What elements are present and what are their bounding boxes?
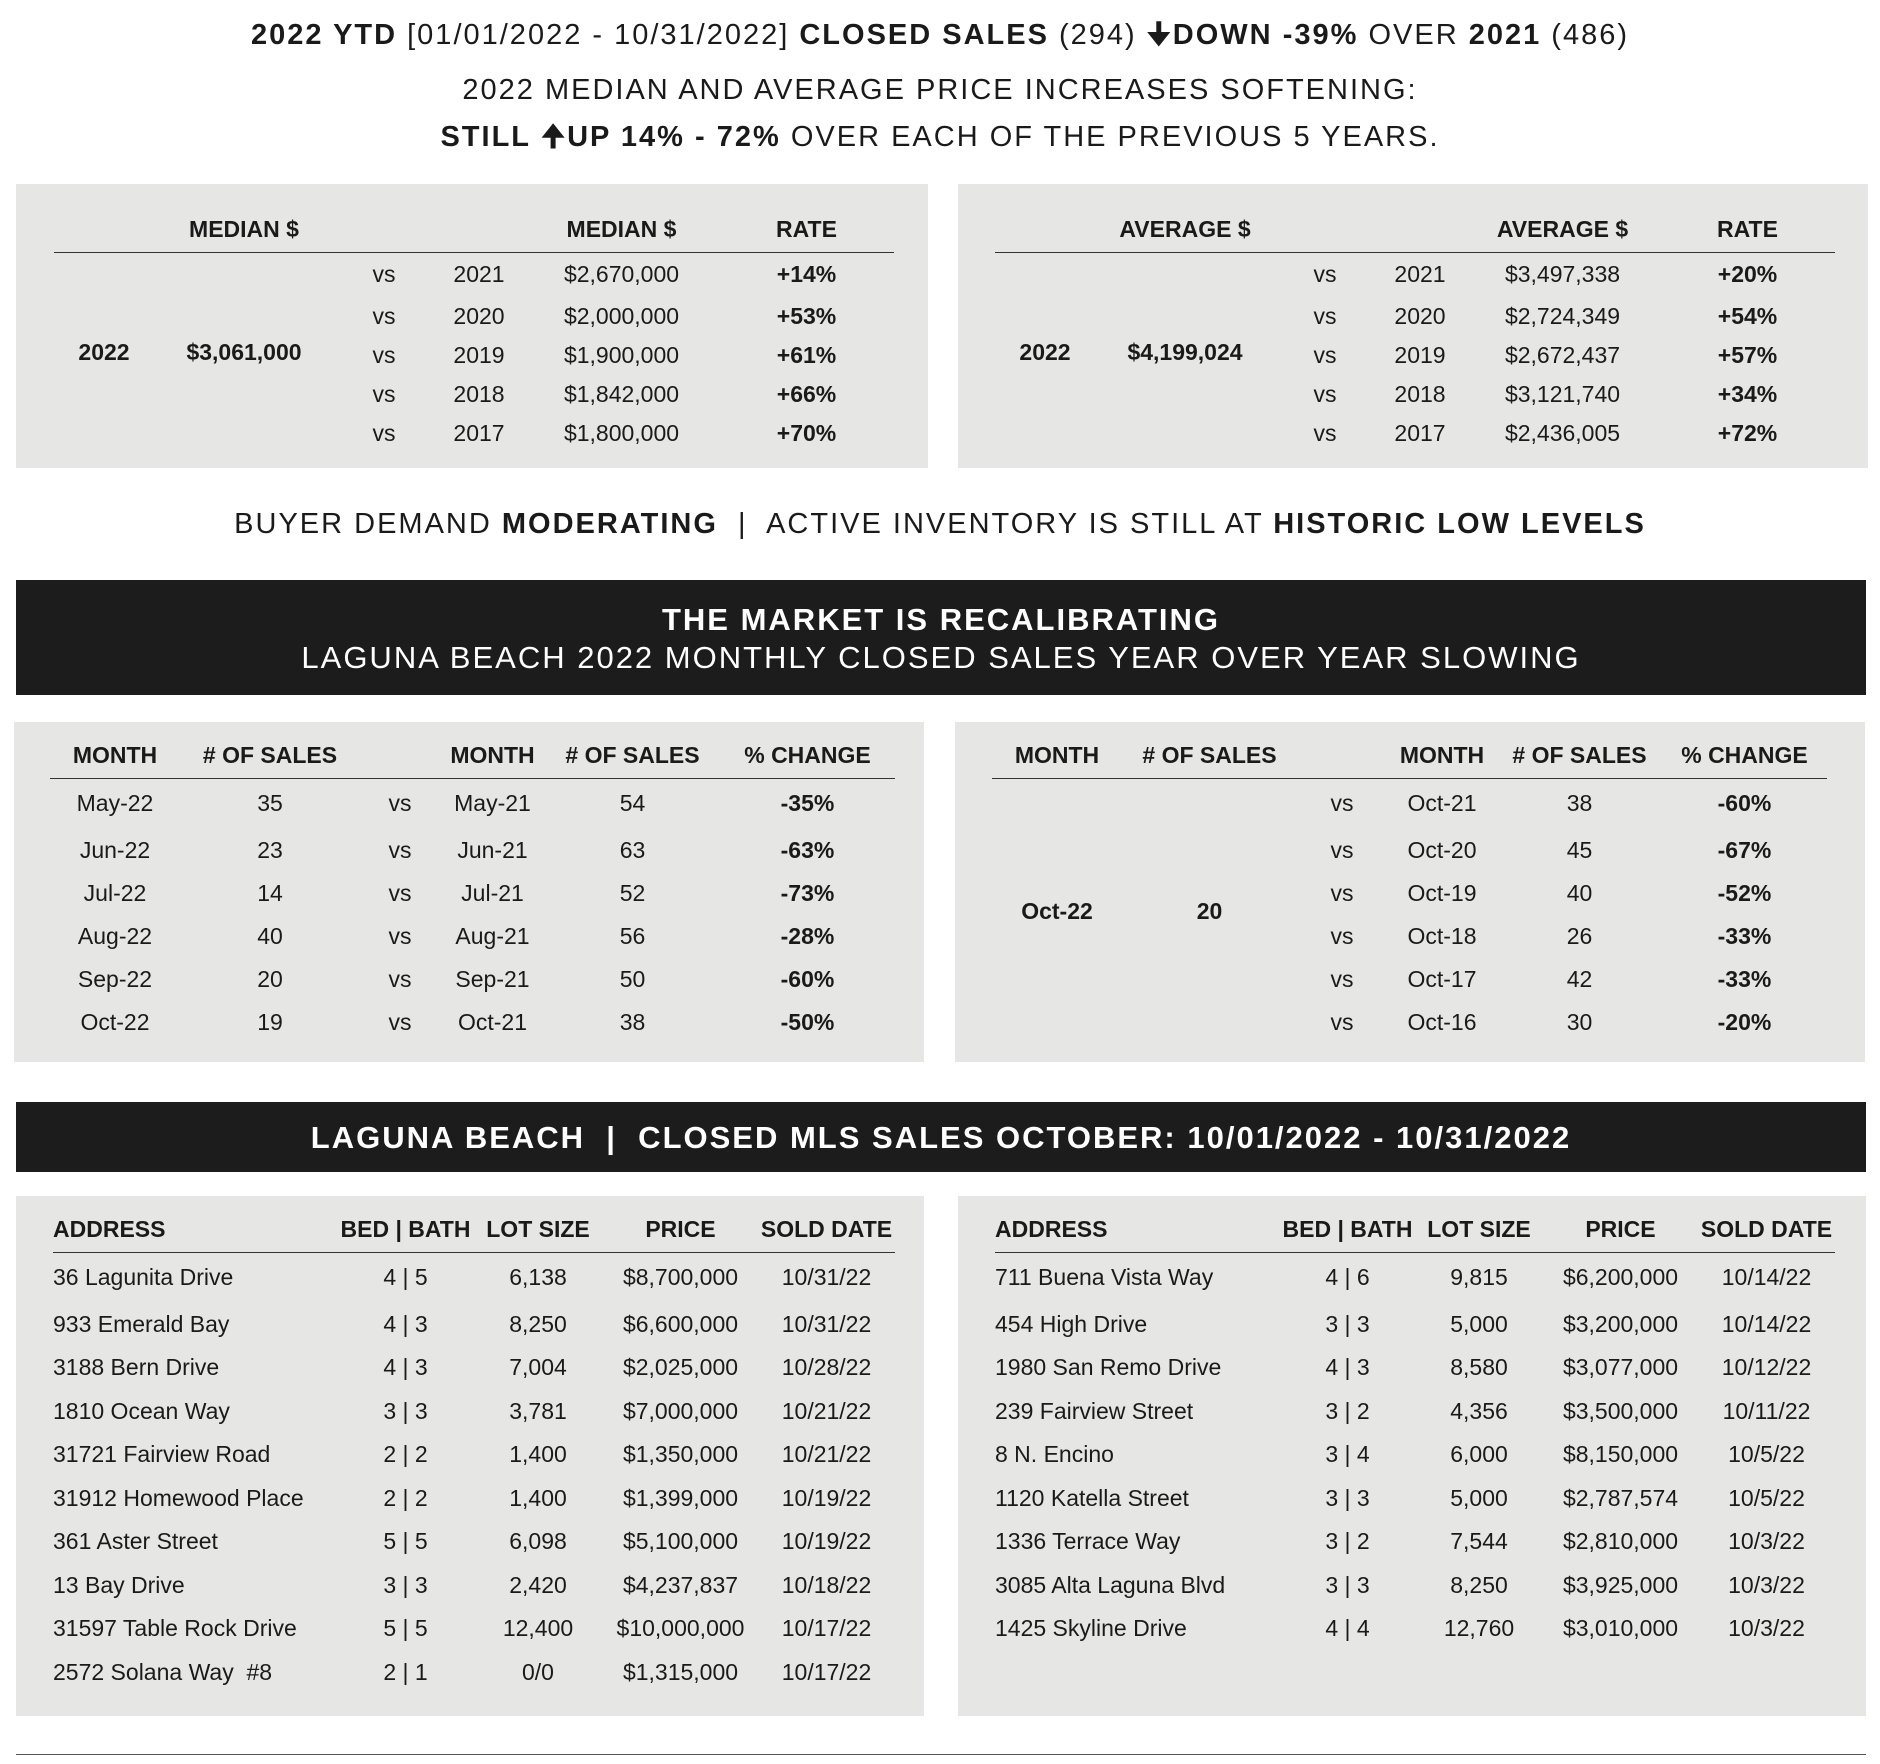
lot-size: 8,250 xyxy=(509,1310,567,1337)
sold-date: 10/21/22 xyxy=(781,1441,872,1468)
address: 1980 San Remo Drive xyxy=(995,1354,1222,1381)
compare-year: 2017 xyxy=(453,419,505,446)
demand-text-2: ACTIVE INVENTORY IS STILL AT xyxy=(766,508,1264,540)
address: 361 Aster Street xyxy=(53,1528,218,1555)
prev-month: Jul-21 xyxy=(461,879,524,906)
vs-label: vs xyxy=(388,922,412,949)
prev-month-header: MONTH xyxy=(1387,732,1497,779)
demand-separator: | xyxy=(738,508,748,540)
footer-divider xyxy=(16,1754,1866,1755)
prev-month: Oct-21 xyxy=(457,1008,528,1035)
month: Jun-22 xyxy=(79,836,151,863)
month: Oct-22 xyxy=(1021,897,1093,924)
prev-month: May-21 xyxy=(454,790,531,817)
sales-header: # OF SALES xyxy=(1122,732,1297,779)
change-header: % CHANGE xyxy=(720,732,895,779)
address: 711 Buena Vista Way xyxy=(995,1264,1214,1291)
sales-right-table xyxy=(995,1206,1835,1651)
sold-date: 10/17/22 xyxy=(781,1615,872,1642)
bed-bath: 3 | 3 xyxy=(1325,1484,1370,1511)
rate-value: +20% xyxy=(1717,261,1778,288)
price: $8,700,000 xyxy=(622,1264,739,1291)
price: $1,350,000 xyxy=(622,1441,739,1468)
sold-date: 10/31/22 xyxy=(781,1264,872,1291)
vs-label: vs xyxy=(1313,380,1337,407)
address: 8 N. Encino xyxy=(995,1441,1114,1468)
compare-amount: $1,900,000 xyxy=(563,341,680,368)
average-header: AVERAGE $ xyxy=(1095,206,1275,253)
bed-bath: 3 | 2 xyxy=(1325,1528,1370,1555)
lot-size: 3,781 xyxy=(509,1397,567,1424)
prev-month: Oct-19 xyxy=(1407,879,1477,906)
sales-count: 40 xyxy=(257,922,283,949)
lot-size: 7,544 xyxy=(1450,1528,1508,1555)
percent-change: -63% xyxy=(780,836,835,863)
percent-change: -33% xyxy=(1717,965,1772,992)
table-row xyxy=(53,1477,895,1521)
sales-count: 14 xyxy=(257,879,283,906)
price: $10,000,000 xyxy=(616,1615,745,1642)
banner-title: THE MARKET IS RECALIBRATING xyxy=(661,602,1221,637)
subhead-line-2 xyxy=(0,116,1880,165)
average-panel xyxy=(958,184,1868,468)
median-value: $3,061,000 xyxy=(186,339,302,366)
sold-date: 10/3/22 xyxy=(1728,1528,1805,1555)
sales-right-panel xyxy=(958,1196,1866,1716)
table-row xyxy=(995,1564,1835,1608)
price-header: PRICE xyxy=(1543,1206,1698,1253)
vs-label: vs xyxy=(388,790,412,817)
rate-value: +34% xyxy=(1717,380,1778,407)
up-arrow-icon: 🠉 xyxy=(541,121,568,153)
address: 1120 Katella Street xyxy=(995,1484,1189,1511)
rate-value: +66% xyxy=(776,380,837,407)
compare-amount: $3,497,338 xyxy=(1504,261,1621,288)
subhead-tail: OVER EACH OF THE PREVIOUS 5 YEARS. xyxy=(790,121,1440,153)
median-table xyxy=(54,206,894,453)
vs-label: vs xyxy=(1313,341,1337,368)
price: $4,237,837 xyxy=(622,1571,739,1598)
median-panel xyxy=(16,184,928,468)
address: 3085 Alta Laguna Blvd xyxy=(995,1571,1226,1598)
sold-date: 10/18/22 xyxy=(781,1571,872,1598)
table-row xyxy=(53,1303,895,1347)
sales-count: 23 xyxy=(257,836,283,863)
prev-sales-count: 45 xyxy=(1566,836,1593,863)
prev-sales-count: 38 xyxy=(619,1008,646,1035)
rate-value: +14% xyxy=(776,261,837,288)
rate-value: +72% xyxy=(1717,419,1778,446)
bed-bath: 4 | 3 xyxy=(1325,1354,1370,1381)
sold-date: 10/3/22 xyxy=(1728,1615,1805,1642)
sold-date: 10/28/22 xyxy=(781,1354,872,1381)
vs-label: vs xyxy=(372,261,396,288)
lot-size-header: LOT SIZE xyxy=(1415,1206,1543,1253)
table-row xyxy=(995,1390,1835,1434)
prev-sales-count: 52 xyxy=(619,879,646,906)
prev-month: Oct-20 xyxy=(1407,836,1477,863)
prev-sales-count: 54 xyxy=(619,790,646,817)
compare-year: 2018 xyxy=(1394,380,1446,407)
price: $3,200,000 xyxy=(1562,1310,1679,1337)
prev-month: Oct-21 xyxy=(1407,790,1477,817)
lot-size: 6,000 xyxy=(1450,1441,1508,1468)
lot-size: 12,400 xyxy=(502,1615,574,1642)
vs-label: vs xyxy=(372,302,396,329)
percent-change: -50% xyxy=(780,1008,835,1035)
address: 933 Emerald Bay xyxy=(53,1310,230,1337)
prev-month: Oct-18 xyxy=(1407,922,1477,949)
sold-date: 10/17/22 xyxy=(781,1658,872,1685)
sales-count: 35 xyxy=(257,790,283,817)
bed-bath: 5 | 5 xyxy=(383,1615,428,1642)
table-row xyxy=(995,1303,1835,1347)
table-row xyxy=(53,1433,895,1477)
lot-size: 5,000 xyxy=(1450,1484,1508,1511)
lot-size: 8,250 xyxy=(1450,1571,1508,1598)
compare-year: 2021 xyxy=(1394,261,1446,288)
address: 31721 Fairview Road xyxy=(53,1441,271,1468)
compare-amount: $2,436,005 xyxy=(1504,419,1621,446)
over-label: OVER xyxy=(1368,19,1459,51)
table-row xyxy=(53,1253,895,1303)
sales-left-panel xyxy=(16,1196,924,1716)
bed-bath: 2 | 2 xyxy=(383,1484,428,1511)
price: $8,150,000 xyxy=(1562,1441,1679,1468)
bedbath-header: BED | BATH xyxy=(1280,1206,1415,1253)
vs-label: vs xyxy=(372,419,396,446)
still-label: STILL xyxy=(440,121,531,153)
lot-size: 6,098 xyxy=(509,1528,567,1555)
sales-count: 19 xyxy=(257,1008,283,1035)
table-row xyxy=(995,1253,1835,1303)
lot-size: 6,138 xyxy=(509,1264,567,1291)
sales-header: # OF SALES xyxy=(180,732,360,779)
prev-sales-header: # OF SALES xyxy=(545,732,720,779)
monthly-left-panel xyxy=(14,722,924,1062)
median-compare-header: MEDIAN $ xyxy=(524,206,719,253)
address: 31597 Table Rock Drive xyxy=(53,1615,297,1642)
vs-label: vs xyxy=(1313,302,1337,329)
vs-label: vs xyxy=(388,965,412,992)
bed-bath: 4 | 3 xyxy=(383,1354,428,1381)
demand-emphasis-1: MODERATING xyxy=(501,508,718,540)
month: Aug-22 xyxy=(77,922,153,949)
compare-year: 2019 xyxy=(453,341,505,368)
bed-bath: 3 | 3 xyxy=(1325,1310,1370,1337)
month: Jul-22 xyxy=(83,879,147,906)
prev-month: Sep-21 xyxy=(455,965,530,992)
rate-value: +57% xyxy=(1717,341,1778,368)
vs-label: vs xyxy=(1330,1008,1354,1035)
bed-bath: 2 | 1 xyxy=(383,1658,428,1685)
price: $1,399,000 xyxy=(622,1484,739,1511)
percent-change: -60% xyxy=(780,965,835,992)
price: $6,200,000 xyxy=(1562,1264,1679,1291)
address: 454 High Drive xyxy=(995,1310,1148,1337)
price: $3,925,000 xyxy=(1562,1571,1679,1598)
percent-change: -67% xyxy=(1717,836,1772,863)
table-row xyxy=(53,1390,895,1434)
compare-year: 2019 xyxy=(1394,341,1446,368)
lot-size: 1,400 xyxy=(509,1484,567,1511)
median-year: 2022 xyxy=(78,339,130,366)
sold-date: 10/3/22 xyxy=(1728,1571,1805,1598)
percent-change: -60% xyxy=(1717,790,1772,817)
banner-subtitle: LAGUNA BEACH 2022 MONTHLY CLOSED SALES YEAR OVER YEAR SLOWING xyxy=(301,640,1581,675)
table-row xyxy=(53,1520,895,1564)
bed-bath: 3 | 3 xyxy=(383,1397,428,1424)
closed-sales-count: (294) xyxy=(1059,19,1137,51)
compare-amount: $3,121,740 xyxy=(1504,380,1621,407)
price: $2,787,574 xyxy=(1562,1484,1679,1511)
bed-bath: 3 | 3 xyxy=(1325,1571,1370,1598)
sold-date: 10/11/22 xyxy=(1722,1397,1811,1424)
sales-count: 20 xyxy=(1196,897,1223,924)
prev-sales-count: 56 xyxy=(619,922,646,949)
lot-size: 4,356 xyxy=(1450,1397,1508,1424)
table-row xyxy=(995,1477,1835,1521)
bed-bath: 4 | 3 xyxy=(383,1310,428,1337)
price: $3,077,000 xyxy=(1562,1354,1679,1381)
bedbath-header: BED | BATH xyxy=(338,1206,473,1253)
compare-year: 2020 xyxy=(1394,302,1446,329)
average-year: 2022 xyxy=(1019,339,1071,366)
average-compare-header: AVERAGE $ xyxy=(1465,206,1660,253)
down-arrow-icon: 🠋 xyxy=(1146,19,1173,51)
lot-size: 5,000 xyxy=(1450,1310,1508,1337)
address: 2572 Solana Way #8 xyxy=(53,1658,273,1685)
price: $6,600,000 xyxy=(622,1310,739,1337)
prev-sales-count: 38 xyxy=(1566,790,1593,817)
subhead-line-1: 2022 MEDIAN AND AVERAGE PRICE INCREASES SOFTENING: xyxy=(462,74,1418,106)
lot-size: 2,420 xyxy=(509,1571,567,1598)
vs-label: vs xyxy=(1330,879,1354,906)
table-row xyxy=(53,1651,895,1695)
table-row xyxy=(995,1433,1835,1477)
price: $3,500,000 xyxy=(1562,1397,1679,1424)
price: $3,010,000 xyxy=(1562,1615,1679,1642)
table-row xyxy=(995,1607,1835,1651)
sold-date-header: SOLD DATE xyxy=(1698,1206,1835,1253)
month: May-22 xyxy=(76,790,154,817)
sold-date: 10/14/22 xyxy=(1721,1310,1812,1337)
prev-sales-count: 40 xyxy=(1566,879,1593,906)
lot-size: 7,004 xyxy=(509,1354,567,1381)
compare-amount: $2,670,000 xyxy=(563,261,680,288)
sold-date: 10/19/22 xyxy=(781,1484,872,1511)
percent-change: -73% xyxy=(780,879,835,906)
bed-bath: 2 | 2 xyxy=(383,1441,428,1468)
compare-year: 2021 xyxy=(453,261,505,288)
sales-count: 20 xyxy=(257,965,283,992)
bed-bath: 4 | 4 xyxy=(1325,1615,1370,1642)
address: 1336 Terrace Way xyxy=(995,1528,1181,1555)
address-header: ADDRESS xyxy=(53,1206,338,1253)
month: Sep-22 xyxy=(77,965,153,992)
lot-size-header: LOT SIZE xyxy=(473,1206,603,1253)
closed-sales-banner-title: LAGUNA BEACH | CLOSED MLS SALES OCTOBER: 10/01/2022 - 10/31/2022 xyxy=(310,1120,1572,1155)
up-label: UP 14% - 72% xyxy=(567,121,781,153)
prev-sales-count: 50 xyxy=(619,965,646,992)
compare-year: 2020 xyxy=(453,302,505,329)
lot-size: 8,580 xyxy=(1450,1354,1508,1381)
vs-label: vs xyxy=(372,380,396,407)
bed-bath: 3 | 4 xyxy=(1325,1441,1370,1468)
vs-label: vs xyxy=(388,836,412,863)
sold-date: 10/5/22 xyxy=(1728,1484,1805,1511)
lot-size: 0/0 xyxy=(522,1658,554,1685)
sales-left-table xyxy=(53,1206,895,1694)
prev-month: Oct-17 xyxy=(1407,965,1477,992)
vs-label: vs xyxy=(1330,965,1354,992)
sold-date-header: SOLD DATE xyxy=(758,1206,895,1253)
month: Oct-22 xyxy=(80,1008,150,1035)
rate-value: +54% xyxy=(1717,302,1778,329)
price: $1,315,000 xyxy=(622,1658,739,1685)
monthly-right-panel xyxy=(955,722,1865,1062)
monthly-right-table xyxy=(992,732,1827,1044)
demand-text-1: BUYER DEMAND xyxy=(234,508,492,540)
bed-bath: 5 | 5 xyxy=(383,1528,428,1555)
average-value: $4,199,024 xyxy=(1127,339,1243,366)
price: $7,000,000 xyxy=(622,1397,739,1424)
prev-sales-count: 42 xyxy=(1566,965,1593,992)
price-header: PRICE xyxy=(603,1206,758,1253)
prev-sales-count: 26 xyxy=(1566,922,1593,949)
closed-sales-label: CLOSED SALES xyxy=(799,19,1049,51)
vs-label: vs xyxy=(1313,261,1337,288)
sold-date: 10/19/22 xyxy=(781,1528,872,1555)
table-row xyxy=(53,1564,895,1608)
vs-label: vs xyxy=(1330,790,1354,817)
vs-label: vs xyxy=(388,1008,412,1035)
vs-label: vs xyxy=(372,341,396,368)
sold-date: 10/14/22 xyxy=(1721,1264,1812,1291)
table-row xyxy=(53,1607,895,1651)
monthly-left-table xyxy=(50,732,895,1044)
sold-date: 10/12/22 xyxy=(1721,1354,1812,1381)
percent-change: -35% xyxy=(780,790,835,817)
address: 3188 Bern Drive xyxy=(53,1354,220,1381)
average-table xyxy=(995,206,1835,453)
closed-sales-banner xyxy=(16,1102,1866,1172)
month-header: MONTH xyxy=(50,732,180,779)
compare-year: 2018 xyxy=(453,380,505,407)
address: 1425 Skyline Drive xyxy=(995,1615,1187,1642)
down-percent: -39% xyxy=(1282,19,1359,51)
rate-value: +53% xyxy=(776,302,837,329)
demand-emphasis-2: HISTORIC LOW LEVELS xyxy=(1273,508,1646,540)
percent-change: -20% xyxy=(1717,1008,1772,1035)
bed-bath: 4 | 6 xyxy=(1325,1264,1370,1291)
price: $2,810,000 xyxy=(1562,1528,1679,1555)
prev-month: Aug-21 xyxy=(455,922,530,949)
headline-ytd xyxy=(0,14,1880,63)
prev-month: Jun-21 xyxy=(457,836,528,863)
compare-amount: $2,672,437 xyxy=(1504,341,1621,368)
rate-value: +61% xyxy=(776,341,837,368)
address-header: ADDRESS xyxy=(995,1206,1280,1253)
ytd-range: [01/01/2022 - 10/31/2022] xyxy=(407,19,790,51)
change-header: % CHANGE xyxy=(1662,732,1827,779)
address: 31912 Homewood Place xyxy=(53,1484,304,1511)
demand-line xyxy=(0,508,1880,541)
sold-date: 10/31/22 xyxy=(781,1310,872,1337)
percent-change: -52% xyxy=(1717,879,1772,906)
compare-amount: $2,000,000 xyxy=(563,302,680,329)
address: 239 Fairview Street xyxy=(995,1397,1194,1424)
compare-amount: $1,842,000 xyxy=(563,380,680,407)
prev-sales-count: 63 xyxy=(619,836,646,863)
vs-label: vs xyxy=(1313,419,1337,446)
lot-size: 9,815 xyxy=(1450,1264,1508,1291)
table-row xyxy=(995,1520,1835,1564)
price: $2,025,000 xyxy=(622,1354,739,1381)
percent-change: -33% xyxy=(1717,922,1772,949)
bed-bath: 4 | 5 xyxy=(383,1264,428,1291)
prev-sales-header: # OF SALES xyxy=(1497,732,1662,779)
prev-month-header: MONTH xyxy=(440,732,545,779)
lot-size: 12,760 xyxy=(1443,1615,1515,1642)
month-header: MONTH xyxy=(992,732,1122,779)
address: 13 Bay Drive xyxy=(53,1571,185,1598)
sold-date: 10/5/22 xyxy=(1728,1441,1805,1468)
address: 36 Lagunita Drive xyxy=(53,1264,234,1291)
table-row xyxy=(995,1346,1835,1390)
compare-amount: $2,724,349 xyxy=(1504,302,1621,329)
previous-count: (486) xyxy=(1551,19,1629,51)
table-row xyxy=(53,1346,895,1390)
median-header: MEDIAN $ xyxy=(154,206,334,253)
percent-change: -28% xyxy=(780,922,835,949)
vs-label: vs xyxy=(388,879,412,906)
recalibrating-banner xyxy=(16,580,1866,695)
compare-year: 2017 xyxy=(1394,419,1446,446)
rate-header: RATE xyxy=(1660,206,1835,253)
bed-bath: 3 | 3 xyxy=(383,1571,428,1598)
bed-bath: 3 | 2 xyxy=(1325,1397,1370,1424)
down-label: DOWN xyxy=(1172,19,1273,51)
vs-label: vs xyxy=(1330,922,1354,949)
price: $5,100,000 xyxy=(622,1528,739,1555)
previous-year: 2021 xyxy=(1468,19,1542,51)
prev-sales-count: 30 xyxy=(1566,1008,1593,1035)
vs-label: vs xyxy=(1330,836,1354,863)
sold-date: 10/21/22 xyxy=(781,1397,872,1424)
address: 1810 Ocean Way xyxy=(53,1397,230,1424)
lot-size: 1,400 xyxy=(509,1441,567,1468)
rate-header: RATE xyxy=(719,206,894,253)
prev-month: Oct-16 xyxy=(1407,1008,1477,1035)
compare-amount: $1,800,000 xyxy=(563,419,680,446)
ytd-label: 2022 YTD xyxy=(251,19,398,51)
rate-value: +70% xyxy=(776,419,837,446)
